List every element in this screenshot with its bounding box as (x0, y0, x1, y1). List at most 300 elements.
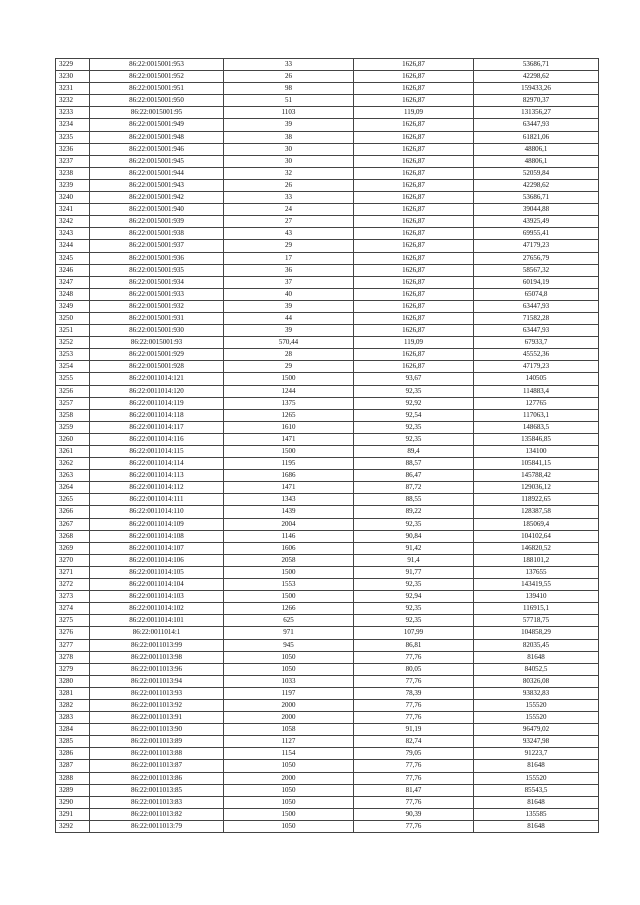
cadastral-number-cell: 86:22:0011014:109 (90, 518, 224, 530)
rate-cell: 91,42 (354, 542, 474, 554)
cadastral-number-cell: 86:22:0011013:79 (90, 820, 224, 832)
value-cell: 48806,1 (474, 155, 599, 167)
rate-cell: 88,55 (354, 494, 474, 506)
value-cell: 42298,62 (474, 71, 599, 83)
rate-cell: 92,35 (354, 518, 474, 530)
value-cell: 60194,19 (474, 276, 599, 288)
row-number-cell: 3244 (56, 240, 90, 252)
table-row (56, 796, 599, 808)
rate-cell: 82,74 (354, 736, 474, 748)
area-cell: 1197 (224, 687, 354, 699)
area-cell: 17 (224, 252, 354, 264)
value-cell: 155520 (474, 712, 599, 724)
table-row (56, 264, 599, 276)
cadastral-number-cell: 86:22:0011014:111 (90, 494, 224, 506)
area-cell: 27 (224, 216, 354, 228)
rate-cell: 77,76 (354, 675, 474, 687)
table-row (56, 760, 599, 772)
rate-cell: 1626,87 (354, 167, 474, 179)
value-cell: 84052,5 (474, 663, 599, 675)
cadastral-number-cell: 86:22:0011014:113 (90, 470, 224, 482)
row-number-cell: 3260 (56, 433, 90, 445)
table-row (56, 603, 599, 615)
cadastral-number-cell: 86:22:0011014:121 (90, 373, 224, 385)
table-row (56, 337, 599, 349)
area-cell: 1146 (224, 530, 354, 542)
area-cell: 36 (224, 264, 354, 276)
row-number-cell: 3239 (56, 179, 90, 191)
cadastral-number-cell: 86:22:0015001:940 (90, 204, 224, 216)
cadastral-number-cell: 86:22:0011013:99 (90, 639, 224, 651)
area-cell: 30 (224, 155, 354, 167)
rate-cell: 1626,87 (354, 204, 474, 216)
row-number-cell: 3273 (56, 591, 90, 603)
value-cell: 104102,64 (474, 530, 599, 542)
row-number-cell: 3281 (56, 687, 90, 699)
value-cell: 91223,7 (474, 748, 599, 760)
area-cell: 971 (224, 627, 354, 639)
value-cell: 129036,12 (474, 482, 599, 494)
cadastral-number-cell: 86:22:0015001:93 (90, 337, 224, 349)
cadastral-number-cell: 86:22:0011014:116 (90, 433, 224, 445)
table-row (56, 724, 599, 736)
table-row (56, 300, 599, 312)
row-number-cell: 3268 (56, 530, 90, 542)
area-cell: 1033 (224, 675, 354, 687)
cadastral-number-cell: 86:22:0011014:103 (90, 591, 224, 603)
value-cell: 137655 (474, 566, 599, 578)
rate-cell: 77,76 (354, 796, 474, 808)
rate-cell: 107,99 (354, 627, 474, 639)
area-cell: 26 (224, 71, 354, 83)
area-cell: 945 (224, 639, 354, 651)
value-cell: 80326,08 (474, 675, 599, 687)
area-cell: 51 (224, 95, 354, 107)
cadastral-number-cell: 86:22:0015001:95 (90, 107, 224, 119)
table-row (56, 712, 599, 724)
rate-cell: 92,35 (354, 579, 474, 591)
value-cell: 58567,32 (474, 264, 599, 276)
rate-cell: 92,35 (354, 433, 474, 445)
area-cell: 2058 (224, 554, 354, 566)
value-cell: 43925,49 (474, 216, 599, 228)
cadastral-number-cell: 86:22:0011013:83 (90, 796, 224, 808)
rate-cell: 88,57 (354, 458, 474, 470)
area-cell: 1471 (224, 433, 354, 445)
row-number-cell: 3280 (56, 675, 90, 687)
rate-cell: 1626,87 (354, 228, 474, 240)
area-cell: 1154 (224, 748, 354, 760)
value-cell: 135846,85 (474, 433, 599, 445)
row-number-cell: 3290 (56, 796, 90, 808)
area-cell: 1553 (224, 579, 354, 591)
area-cell: 1686 (224, 470, 354, 482)
row-number-cell: 3286 (56, 748, 90, 760)
cadastral-number-cell: 86:22:0011013:87 (90, 760, 224, 772)
row-number-cell: 3241 (56, 204, 90, 216)
row-number-cell: 3247 (56, 276, 90, 288)
value-cell: 53686,71 (474, 59, 599, 71)
rate-cell: 92,92 (354, 397, 474, 409)
table-row (56, 325, 599, 337)
row-number-cell: 3265 (56, 494, 90, 506)
value-cell: 81648 (474, 651, 599, 663)
cadastral-number-cell: 86:22:0015001:935 (90, 264, 224, 276)
value-cell: 139410 (474, 591, 599, 603)
area-cell: 1050 (224, 784, 354, 796)
rate-cell: 1626,87 (354, 276, 474, 288)
row-number-cell: 3250 (56, 312, 90, 324)
value-cell: 39044,88 (474, 204, 599, 216)
table-row (56, 736, 599, 748)
area-cell: 1244 (224, 385, 354, 397)
cadastral-number-cell: 86:22:0015001:946 (90, 143, 224, 155)
table-row (56, 228, 599, 240)
row-number-cell: 3266 (56, 506, 90, 518)
table-row (56, 240, 599, 252)
value-cell: 159433,26 (474, 83, 599, 95)
cadastral-number-cell: 86:22:0015001:932 (90, 300, 224, 312)
area-cell: 37 (224, 276, 354, 288)
table-row (56, 373, 599, 385)
rate-cell: 1626,87 (354, 252, 474, 264)
table-row (56, 155, 599, 167)
row-number-cell: 3246 (56, 264, 90, 276)
area-cell: 1195 (224, 458, 354, 470)
row-number-cell: 3234 (56, 119, 90, 131)
value-cell: 118922,65 (474, 494, 599, 506)
area-cell: 1050 (224, 796, 354, 808)
cadastral-number-cell: 86:22:0011014:101 (90, 615, 224, 627)
table-row (56, 179, 599, 191)
table-row (56, 530, 599, 542)
table-row (56, 784, 599, 796)
rate-cell: 1626,87 (354, 312, 474, 324)
rate-cell: 1626,87 (354, 264, 474, 276)
value-cell: 69955,41 (474, 228, 599, 240)
table-row (56, 579, 599, 591)
area-cell: 625 (224, 615, 354, 627)
area-cell: 570,44 (224, 337, 354, 349)
area-cell: 1265 (224, 409, 354, 421)
rate-cell: 81,47 (354, 784, 474, 796)
cadastral-number-cell: 86:22:0011013:93 (90, 687, 224, 699)
cadastral-number-cell: 86:22:0011014:108 (90, 530, 224, 542)
area-cell: 1343 (224, 494, 354, 506)
rate-cell: 92,35 (354, 385, 474, 397)
rate-cell: 1626,87 (354, 119, 474, 131)
cadastral-number-cell: 86:22:0011013:91 (90, 712, 224, 724)
row-number-cell: 3251 (56, 325, 90, 337)
row-number-cell: 3267 (56, 518, 90, 530)
rate-cell: 1626,87 (354, 240, 474, 252)
rate-cell: 1626,87 (354, 155, 474, 167)
rate-cell: 89,4 (354, 446, 474, 458)
area-cell: 33 (224, 59, 354, 71)
row-number-cell: 3287 (56, 760, 90, 772)
rate-cell: 92,54 (354, 409, 474, 421)
value-cell: 146820,52 (474, 542, 599, 554)
table-row (56, 748, 599, 760)
value-cell: 47179,23 (474, 361, 599, 373)
row-number-cell: 3252 (56, 337, 90, 349)
area-cell: 1439 (224, 506, 354, 518)
table-row (56, 216, 599, 228)
area-cell: 43 (224, 228, 354, 240)
area-cell: 38 (224, 131, 354, 143)
rate-cell: 77,76 (354, 651, 474, 663)
row-number-cell: 3275 (56, 615, 90, 627)
value-cell: 96479,02 (474, 724, 599, 736)
cadastral-number-cell: 86:22:0011013:98 (90, 651, 224, 663)
area-cell: 1266 (224, 603, 354, 615)
row-number-cell: 3279 (56, 663, 90, 675)
cadastral-number-cell: 86:22:0011013:88 (90, 748, 224, 760)
value-cell: 135585 (474, 808, 599, 820)
cadastral-number-cell: 86:22:0015001:928 (90, 361, 224, 373)
table-row (56, 131, 599, 143)
cadastral-number-cell: 86:22:0015001:934 (90, 276, 224, 288)
row-number-cell: 3231 (56, 83, 90, 95)
table-row (56, 433, 599, 445)
row-number-cell: 3233 (56, 107, 90, 119)
row-number-cell: 3269 (56, 542, 90, 554)
row-number-cell: 3285 (56, 736, 90, 748)
value-cell: 63447,93 (474, 119, 599, 131)
table-row (56, 506, 599, 518)
value-cell: 117063,1 (474, 409, 599, 421)
value-cell: 155520 (474, 772, 599, 784)
rate-cell: 77,76 (354, 760, 474, 772)
table-row (56, 591, 599, 603)
area-cell: 32 (224, 167, 354, 179)
rate-cell: 92,35 (354, 603, 474, 615)
table-row (56, 409, 599, 421)
value-cell: 71582,28 (474, 312, 599, 324)
table-row (56, 312, 599, 324)
table-row (56, 397, 599, 409)
rate-cell: 1626,87 (354, 216, 474, 228)
table-row (56, 288, 599, 300)
row-number-cell: 3238 (56, 167, 90, 179)
value-cell: 61821,06 (474, 131, 599, 143)
value-cell: 53686,71 (474, 192, 599, 204)
row-number-cell: 3277 (56, 639, 90, 651)
cadastral-number-cell: 86:22:0011014:119 (90, 397, 224, 409)
value-cell: 127765 (474, 397, 599, 409)
row-number-cell: 3288 (56, 772, 90, 784)
area-cell: 39 (224, 119, 354, 131)
value-cell: 116915,1 (474, 603, 599, 615)
row-number-cell: 3245 (56, 252, 90, 264)
cadastral-number-cell: 86:22:0015001:953 (90, 59, 224, 71)
cadastral-number-cell: 86:22:0015001:952 (90, 71, 224, 83)
table-row (56, 95, 599, 107)
value-cell: 81648 (474, 820, 599, 832)
rate-cell: 91,19 (354, 724, 474, 736)
area-cell: 1500 (224, 566, 354, 578)
cadastral-number-cell: 86:22:0011014:112 (90, 482, 224, 494)
value-cell: 148683,5 (474, 421, 599, 433)
value-cell: 128387,58 (474, 506, 599, 518)
table-row (56, 687, 599, 699)
table-row (56, 385, 599, 397)
cadastral-number-cell: 86:22:0015001:945 (90, 155, 224, 167)
row-number-cell: 3262 (56, 458, 90, 470)
table-row (56, 119, 599, 131)
area-cell: 28 (224, 349, 354, 361)
table-row (56, 107, 599, 119)
data-table (55, 58, 599, 833)
rate-cell: 90,84 (354, 530, 474, 542)
rate-cell: 92,35 (354, 615, 474, 627)
table-row (56, 772, 599, 784)
value-cell: 105841,15 (474, 458, 599, 470)
row-number-cell: 3254 (56, 361, 90, 373)
cadastral-number-cell: 86:22:0015001:939 (90, 216, 224, 228)
area-cell: 1500 (224, 591, 354, 603)
table-row (56, 566, 599, 578)
rate-cell: 86,81 (354, 639, 474, 651)
area-cell: 40 (224, 288, 354, 300)
cadastral-number-cell: 86:22:0011013:96 (90, 663, 224, 675)
cadastral-number-cell: 86:22:0015001:933 (90, 288, 224, 300)
cadastral-number-cell: 86:22:0011013:82 (90, 808, 224, 820)
table-row (56, 446, 599, 458)
rate-cell: 92,94 (354, 591, 474, 603)
value-cell: 47179,23 (474, 240, 599, 252)
table-row (56, 421, 599, 433)
cadastral-number-cell: 86:22:0015001:942 (90, 192, 224, 204)
row-number-cell: 3232 (56, 95, 90, 107)
value-cell: 57718,75 (474, 615, 599, 627)
cadastral-number-cell: 86:22:0011014:114 (90, 458, 224, 470)
row-number-cell: 3282 (56, 699, 90, 711)
rate-cell: 77,76 (354, 712, 474, 724)
area-cell: 1610 (224, 421, 354, 433)
value-cell: 63447,93 (474, 325, 599, 337)
table-row (56, 699, 599, 711)
cadastral-number-cell: 86:22:0011013:90 (90, 724, 224, 736)
row-number-cell: 3253 (56, 349, 90, 361)
value-cell: 42298,62 (474, 179, 599, 191)
cadastral-number-cell: 86:22:0015001:950 (90, 95, 224, 107)
cadastral-number-cell: 86:22:0011013:89 (90, 736, 224, 748)
area-cell: 1050 (224, 663, 354, 675)
table-row (56, 639, 599, 651)
area-cell: 44 (224, 312, 354, 324)
table-row (56, 83, 599, 95)
rate-cell: 80,05 (354, 663, 474, 675)
area-cell: 2000 (224, 712, 354, 724)
cadastral-number-cell: 86:22:0015001:944 (90, 167, 224, 179)
row-number-cell: 3284 (56, 724, 90, 736)
value-cell: 134100 (474, 446, 599, 458)
table-body (56, 59, 599, 833)
cadastral-number-cell: 86:22:0011014:117 (90, 421, 224, 433)
rate-cell: 119,09 (354, 107, 474, 119)
value-cell: 48806,1 (474, 143, 599, 155)
rate-cell: 79,05 (354, 748, 474, 760)
table-row (56, 651, 599, 663)
table-row (56, 675, 599, 687)
cadastral-number-cell: 86:22:0015001:929 (90, 349, 224, 361)
table-row (56, 458, 599, 470)
rate-cell: 1626,87 (354, 95, 474, 107)
table-row (56, 361, 599, 373)
value-cell: 131356,27 (474, 107, 599, 119)
table-row (56, 615, 599, 627)
table-row (56, 494, 599, 506)
cadastral-number-cell: 86:22:0015001:948 (90, 131, 224, 143)
row-number-cell: 3257 (56, 397, 90, 409)
table-row (56, 627, 599, 639)
row-number-cell: 3242 (56, 216, 90, 228)
rate-cell: 1626,87 (354, 361, 474, 373)
rate-cell: 91,4 (354, 554, 474, 566)
row-number-cell: 3249 (56, 300, 90, 312)
rate-cell: 1626,87 (354, 288, 474, 300)
table-row (56, 59, 599, 71)
area-cell: 29 (224, 240, 354, 252)
row-number-cell: 3274 (56, 603, 90, 615)
area-cell: 26 (224, 179, 354, 191)
rate-cell: 1626,87 (354, 131, 474, 143)
rate-cell: 1626,87 (354, 300, 474, 312)
table-row (56, 349, 599, 361)
value-cell: 93832,83 (474, 687, 599, 699)
table-row (56, 167, 599, 179)
value-cell: 82035,45 (474, 639, 599, 651)
table-row (56, 482, 599, 494)
area-cell: 1058 (224, 724, 354, 736)
cadastral-number-cell: 86:22:0011014:118 (90, 409, 224, 421)
rate-cell: 1626,87 (354, 349, 474, 361)
row-number-cell: 3291 (56, 808, 90, 820)
cadastral-number-cell: 86:22:0011013:86 (90, 772, 224, 784)
area-cell: 1606 (224, 542, 354, 554)
rate-cell: 92,35 (354, 421, 474, 433)
table-row (56, 808, 599, 820)
table-row (56, 663, 599, 675)
rate-cell: 1626,87 (354, 143, 474, 155)
cadastral-number-cell: 86:22:0011014:110 (90, 506, 224, 518)
row-number-cell: 3272 (56, 579, 90, 591)
table-row (56, 252, 599, 264)
table-row (56, 518, 599, 530)
value-cell: 155520 (474, 699, 599, 711)
value-cell: 45552,36 (474, 349, 599, 361)
value-cell: 93247,98 (474, 736, 599, 748)
area-cell: 2004 (224, 518, 354, 530)
value-cell: 114883,4 (474, 385, 599, 397)
row-number-cell: 3264 (56, 482, 90, 494)
row-number-cell: 3258 (56, 409, 90, 421)
table-row (56, 276, 599, 288)
row-number-cell: 3236 (56, 143, 90, 155)
area-cell: 1050 (224, 760, 354, 772)
rate-cell: 119,09 (354, 337, 474, 349)
value-cell: 81648 (474, 760, 599, 772)
row-number-cell: 3278 (56, 651, 90, 663)
value-cell: 27656,79 (474, 252, 599, 264)
table-row (56, 204, 599, 216)
row-number-cell: 3259 (56, 421, 90, 433)
table-row (56, 554, 599, 566)
cadastral-number-cell: 86:22:0011014:102 (90, 603, 224, 615)
cadastral-number-cell: 86:22:0015001:930 (90, 325, 224, 337)
area-cell: 1103 (224, 107, 354, 119)
